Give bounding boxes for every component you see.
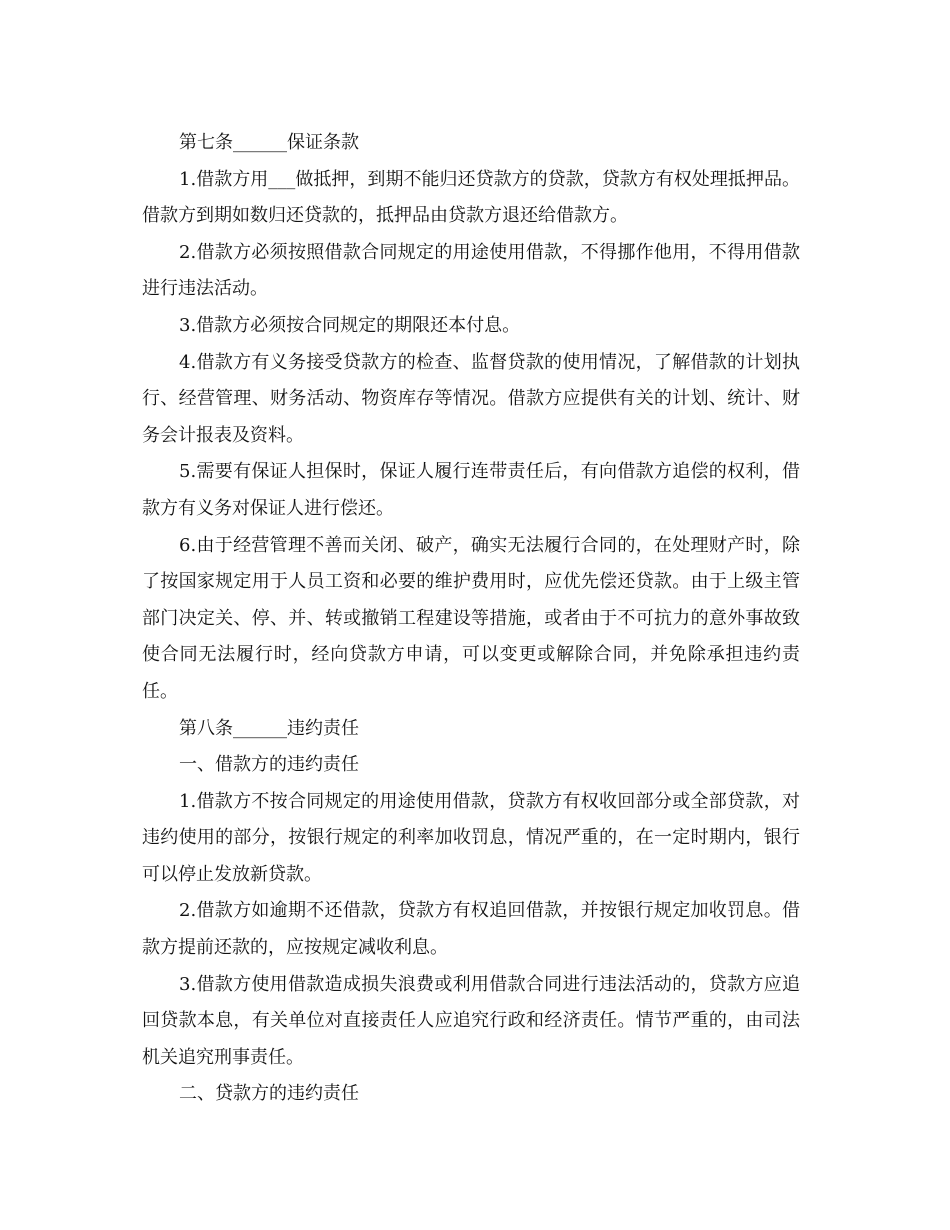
borrower-liability-clause-2: 2.借款方如逾期不还借款，贷款方有权追回借款，并按银行规定加收罚息。借款方提前还款的，应按规定减收利息。: [142, 900, 800, 959]
article-7-clause-4: 4.借款方有义务接受贷款方的检查、监督贷款的使用情况，了解借款的计划执行、经营管理、财务活动、物资库存等情况。借款方应提供有关的计划、统计、财务会计报表及资料。: [142, 351, 800, 446]
lender-liability-heading: 二、贷款方的违约责任: [179, 1083, 359, 1105]
article-7-clause-2: 2.借款方必须按照借款合同规定的用途使用借款，不得挪作他用，不得用借款进行违法活动。: [142, 241, 800, 300]
article-7-heading: 第七条______保证条款: [179, 132, 359, 153]
article-8-heading: 第八条______违约责任: [179, 717, 359, 739]
borrower-liability-clause-1: 1.借款方不按合同规定的用途使用借款，贷款方有权收回部分或全部贷款，对违约使用的部分，按银行规定的利率加收罚息，情况严重的，在一定时期内，银行可以停止发放新贷款。: [142, 790, 800, 885]
document-body: [142, 125, 800, 1113]
article-7-clause-1: 1.借款方用___做抵押，到期不能归还贷款方的贷款，贷款方有权处理抵押品。借款方到期如数归还贷款的，抵押品由贷款方退还给借款方。: [142, 168, 800, 227]
borrower-liability-clause-3: 3.借款方使用借款造成损失浪费或利用借款合同进行违法活动的，贷款方应追回贷款本息，有关单位对直接责任人应追究行政和经济责任。情节严重的，由司法机关追究刑事责任。: [142, 973, 800, 1068]
article-7-clause-3: 3.借款方必须按合同规定的期限还本付息。: [179, 314, 521, 336]
article-7-clause-6: 6.由于经营管理不善而关闭、破产，确实无法履行合同的，在处理财产时，除了按国家规定用于人员工资和必要的维护费用时，应优先偿还贷款。由于上级主管部门决定关、停、并、转或撤销工程建设等措施，或者由于不可抗力的意外事故致使合同无法履行时，经向贷款方申请，可以变更或解除合同，并免除承担违约责任。: [142, 534, 800, 702]
borrower-liability-heading: 一、借款方的违约责任: [179, 754, 359, 776]
article-7-clause-5: 5.需要有保证人担保时，保证人履行连带责任后，有向借款方追偿的权利，借款方有义务对保证人进行偿还。: [142, 461, 800, 519]
